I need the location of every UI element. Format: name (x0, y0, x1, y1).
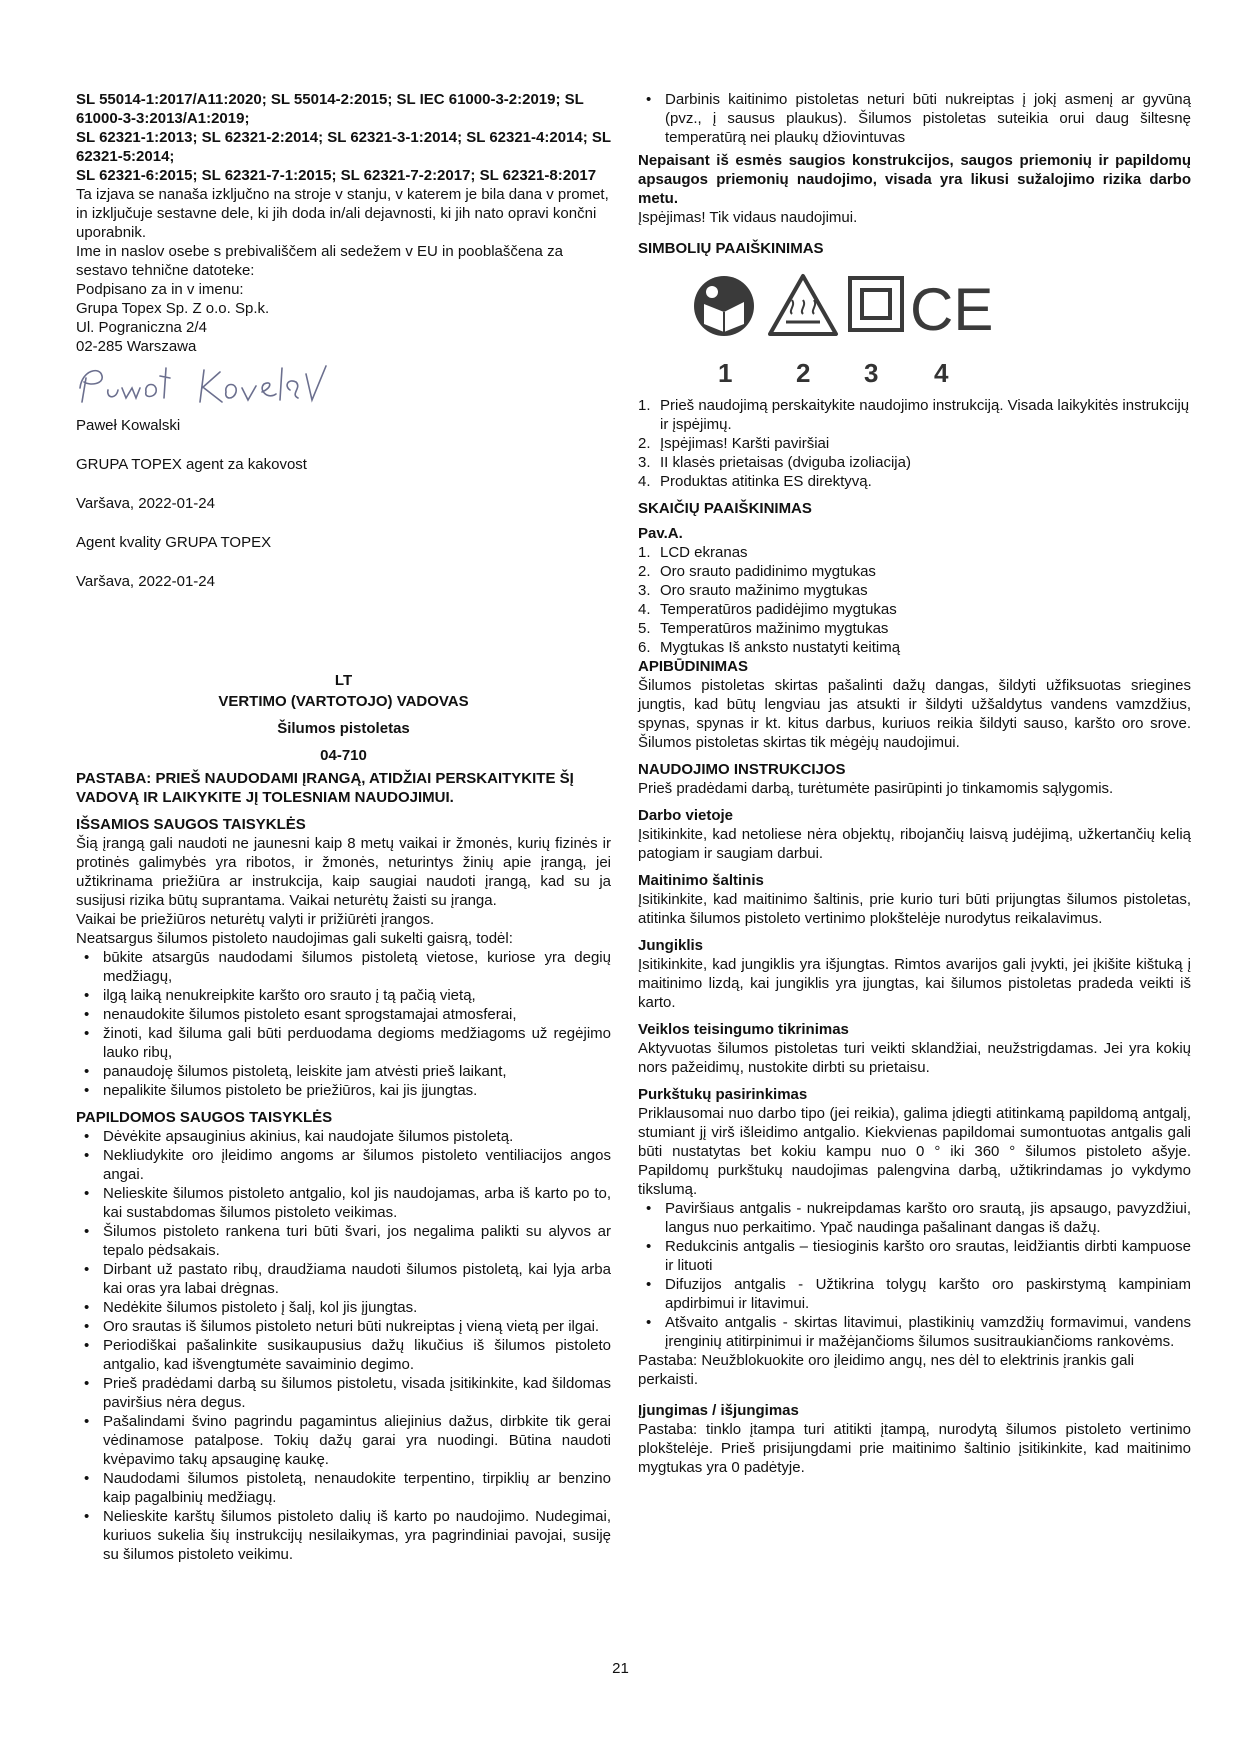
left-column (76, 90, 611, 1564)
item-number: 5. (638, 620, 651, 637)
list-item: • Prieš pradėdami darbą su šilumos pistoletu, visada įsitikinkite, kad šildomas paviršius nėra degus. (103, 1374, 611, 1412)
description-heading: APIBŪDINIMAS (638, 658, 749, 675)
address-line: Grupa Topex Sp. Z o.o. Sp.k. (76, 300, 270, 317)
date-1: Varšava, 2022-01-24 (76, 495, 215, 512)
item-text: Įspėjimas! Karšti paviršiai (660, 435, 830, 452)
manual-title: VERTIMO (VARTOTOJO) VADOVAS (218, 693, 469, 710)
list-item: • Nekliudykite oro įleidimo angoms ar šilumos pistoleto ventiliacijos angos angai. (103, 1146, 611, 1184)
list-item: • Šilumos pistoleto rankena turi būti švari, jos negalima palikti su alyvos ar tepalo pėdsakais. (103, 1222, 611, 1260)
list-item (638, 396, 1191, 434)
symbol-explanation-list (638, 396, 1191, 491)
list-item (638, 453, 1191, 472)
usage-heading: NAUDOJIMO INSTRUKCIJOS (638, 761, 846, 778)
page-number: 21 (612, 1660, 629, 1677)
additional-bullet-list (76, 1127, 611, 1564)
list-item (638, 581, 1191, 600)
item-text: Temperatūros mažinimo mygtukas (660, 620, 889, 637)
item-number: 2. (638, 435, 651, 452)
list-item (638, 434, 1191, 453)
list-item: • Periodiškai pašalinkite susikaupusius dažų likučius iš šilumos pistoleto antgalio, kad išvengtumėte savaiminio degimo. (103, 1336, 611, 1374)
signer-role: GRUPA TOPEX agent za kakovost (76, 456, 307, 473)
list-item: • nepalikite šilumos pistoleto be priežiūros, kai jis įjungtas. (103, 1081, 611, 1100)
symbol-number: 2 (796, 358, 811, 388)
list-item: • Darbinis kaitinimo pistoletas neturi būti nukreiptas į jokį asmenį ar gyvūną (pvz., į sausus plaukus). Šilumos pistoletas suteikia orui daug šiltesnę temperatūrą nei plaukų džiovintuvas (665, 90, 1191, 147)
address-line: Podpisano za in v imenu: (76, 281, 244, 298)
list-item: • panaudoję šilumos pistoletą, leiskite jam atvėsti prieš laikant, (103, 1062, 611, 1081)
address-line: Ul. Pograniczna 2/4 (76, 319, 207, 336)
safety-paragraph: Vaikai be priežiūros neturėtų valyti ir prižiūrėti įrangos. (76, 911, 435, 928)
indoor-warning: Įspėjimas! Tik vidaus naudojimui. (638, 209, 858, 226)
item-text: Prieš naudojimą perskaitykite naudojimo instrukciją. Visada laikykitės instrukcijų ir įspėjimų. (660, 397, 1190, 433)
list-item: • Dėvėkite apsauginius akinius, kai naudojate šilumos pistoletą. (103, 1127, 611, 1146)
workplace-heading: Darbo vietoje (638, 807, 734, 824)
power-heading: Maitinimo šaltinis (638, 872, 764, 889)
switch-heading: Jungiklis (638, 937, 704, 954)
right-column (638, 90, 1191, 1477)
item-text: LCD ekranas (660, 544, 748, 561)
double-insulation-icon (850, 278, 902, 330)
list-item (638, 638, 1191, 657)
additional-safety-heading: PAPILDOMOS SAUGOS TAISYKLĖS (76, 1109, 333, 1126)
list-item: • Oro srautas iš šilumos pistoleto neturi būti nukreiptas į vieną vietą per ilgai. (103, 1317, 611, 1336)
item-number: 4. (638, 601, 651, 618)
check-heading: Veiklos teisingumo tikrinimas (638, 1021, 849, 1038)
list-item: • žinoti, kad šiluma gali būti perduodama degioms medžiagoms už regėjimo lauko ribų, (103, 1024, 611, 1062)
item-text: Temperatūros padidėjimo mygtukas (660, 601, 897, 618)
list-item (638, 562, 1191, 581)
switch-text: Įsitikinkite, kad jungiklis yra išjungtas. Rimtos avarijos gali įvykti, jei įkišite kištuką į maitinimo lizdą, kai jungiklis yra įjungtas, kai šilumos pistoletas pradeda veikti iš karto. (638, 956, 1191, 1011)
list-item: • Pašalindami švino pagrindu pagamintus aliejinius dažus, dirbkite tik gerai vėdinamose patalpose. Tokių dažų garai yra nuodingi. Būtina naudoti kvėpavimo takų apsauginę kaukę. (103, 1412, 611, 1469)
address-line: 02-285 Warszawa (76, 338, 197, 355)
list-item (638, 600, 1191, 619)
item-number: 3. (638, 454, 651, 471)
signature-graphic (76, 358, 336, 408)
power-text: Įsitikinkite, kad maitinimo šaltinis, prie kurio turi būti prijungtas šilumos pistoletas, atitinka šilumos pistoleto vertinimo plokštelėje nurodytus reikalavimus. (638, 891, 1191, 927)
list-item (638, 543, 1191, 562)
nozzle-bullet-list (638, 1199, 1191, 1351)
numbers-heading: SKAIČIŲ PAAIŠKINIMAS (638, 500, 812, 517)
list-item: • ilgą laiką nenukreipkite karšto oro srauto į tą pačią vietą, (103, 986, 611, 1005)
item-number: 2. (638, 563, 651, 580)
on-off-text: Pastaba: tinklo įtampa turi atitikti įtampą, nurodytą šilumos pistoleto vertinimo plokštelėje. Prieš prisijungdami prie maitinimo šaltinio įsitikinkite, kad maitinimo mygtukas yra 0 padėtyje. (638, 1421, 1191, 1476)
nozzle-text: Priklausomai nuo darbo tipo (jei reikia), galima įdiegti atitinkamą papildomą antgalį, stumiant jį virš išleidimo antgalio. Kiekvienas papildomai sumontuotas antgalis gali būti nustatytas bet kokiu kampu nuo 0 ° iki 360 ° šilumos pistoleto ašyje. Papildomų purkštukų naudojimas palengvina darbą, užtikrindamas jo vykdymo tikslumą. (638, 1105, 1191, 1198)
standards-line-1: SL 55014-1:2017/A11:2020; SL 55014-2:2015; SL IEC 61000-3-2:2019; SL 61000-3-3:2013/A1:2019; (76, 91, 584, 127)
item-number: 4. (638, 473, 651, 490)
list-item (638, 619, 1191, 638)
symbols-heading: SIMBOLIŲ PAAIŠKINIMAS (638, 240, 824, 257)
item-text: Oro srauto mažinimo mygtukas (660, 582, 868, 599)
check-text: Aktyvuotas šilumos pistoletas turi veikti sklandžiai, neužstrigdamas. Jei yra kokių nors pažeidimų, nustokite dirbti su prietaisu. (638, 1040, 1191, 1076)
residual-risk-text: Nepaisant iš esmės saugios konstrukcijos, saugos priemonių ir papildomų apsaugos priemonių naudojimo, visada yra likusi sužalojimo rizika darbo metu. (638, 152, 1191, 207)
signer-name: Paweł Kowalski (76, 417, 181, 434)
workplace-text: Įsitikinkite, kad netoliese nėra objektų, ribojančių laisvą judėjimą, užkertančių kelią patogiam ir saugiam darbui. (638, 826, 1191, 862)
person-text: Ime in naslov osebe s prebivališčem ali sedežem v EU in pooblaščena za sestavo tehnične datoteke: (76, 243, 563, 279)
parts-list (638, 543, 1191, 657)
safety-paragraph: Šią įrangą gali naudoti ne jaunesni kaip 8 metų vaikai ir žmonės, kurių fizinės ir protinės galimybės yra ribotos, ir žmonės, neturintys žinių apie įrangą, jei užtikrinama priežiūra ar instrukcija, kaip saugiai naudoti įrangą, kad su ja susijusi rizika būtų suprantama. Vaikai neturėtų žaisti su įranga. (76, 835, 611, 909)
list-item: • Paviršiaus antgalis - nukreipdamas karšto oro srautą, jis apsaugo, pavyzdžiui, langus nuo perkaitimo. Ypač naudinga pašalinant dangas iš dažų. (665, 1199, 1191, 1237)
item-number: 1. (638, 397, 651, 414)
item-number: 1. (638, 544, 651, 561)
list-item: • būkite atsargūs naudodami šilumos pistoletą vietose, kuriose yra degių medžiagų, (103, 948, 611, 986)
list-item (638, 472, 1191, 491)
note-heading: PASTABA: PRIEŠ NAUDODAMI ĮRANGĄ, ATIDŽIAI PERSKAITYKITE ŠĮ VADOVĄ IR LAIKYKITE JĮ TOLESNIAM NAUDOJIMUI. (76, 770, 574, 806)
description-text: Šilumos pistoletas skirtas pašalinti dažų dangas, šildyti užfiksuotas sriegines jungtis, kad būtų lengviau jas atsukti ir šildyti užšaldytus vandens vamzdžius, spynas, spynas ir kt. kitus darbus, kuriuos reikia šildyti sauso, karšto oro srove. Šilumos pistoletas skirtas tik mėgėjų naudojimui. (638, 677, 1191, 751)
figure-label: Pav.A. (638, 525, 683, 542)
safety-bullet-list (76, 948, 611, 1100)
standards-line-2: SL 62321-1:2013; SL 62321-2:2014; SL 62321-3-1:2014; SL 62321-4:2014; SL 62321-5:2014; (76, 129, 611, 165)
item-text: II klasės prietaisas (dviguba izoliacija) (660, 454, 911, 471)
on-off-heading: Įjungimas / išjungimas (638, 1402, 799, 1419)
list-item: • Difuzijos antgalis - Užtikrina tolygų karšto oro paskirstymą kampiniam apdirbimui ir litavimui. (665, 1275, 1191, 1313)
agent-line: Agent kvality GRUPA TOPEX (76, 534, 272, 551)
nozzle-note: Pastaba: Neužblokuokite oro įleidimo angų, nes dėl to elektrinis įrankis gali perkaisti. (638, 1352, 1135, 1388)
list-item: • Dirbant už pastato ribų, draudžiama naudoti šilumos pistoletą, kai lyja arba kai oras yra labai drėgnas. (103, 1260, 611, 1298)
list-item: • Nedėkite šilumos pistoleto į šalį, kol jis įjungtas. (103, 1298, 611, 1317)
item-text: Oro srauto padidinimo mygtukas (660, 563, 876, 580)
hot-surface-warning-icon (770, 276, 836, 334)
nozzle-heading: Purkštukų pasirinkimas (638, 1086, 808, 1103)
list-item: • Nelieskite karštų šilumos pistoleto dalių iš karto po naudojimo. Nudegimai, kuriuos sukelia šių instrukcijų nesilaikymas, yra pagrindiniai pavojai, susiję su šilumos pistoleto veikimu. (103, 1507, 611, 1564)
ce-mark-icon: CE (910, 276, 994, 343)
read-manual-icon (694, 276, 754, 336)
list-item: • Naudodami šilumos pistoletą, nenaudokite terpentino, tirpiklių ar benzino kaip pagalbinių medžiagų. (103, 1469, 611, 1507)
item-number: 3. (638, 582, 651, 599)
usage-text: Prieš pradėdami darbą, turėtumėte pasirūpinti jo tinkamomis sąlygomis. (638, 780, 1114, 797)
language-code: LT (334, 672, 353, 689)
item-text: Produktas atitinka ES direktyvą. (660, 473, 872, 490)
list-item: • Redukcinis antgalis – tiesioginis karšto oro srautas, leidžiantis dirbti kampuose ir lituoti (665, 1237, 1191, 1275)
safety-heading: IŠSAMIOS SAUGOS TAISYKLĖS (76, 816, 306, 833)
symbols-figure (638, 270, 1191, 388)
symbol-number: 3 (864, 358, 879, 388)
list-item: • nenaudokite šilumos pistoleto esant sprogstamajai atmosferai, (103, 1005, 611, 1024)
model-number: 04-710 (320, 747, 367, 764)
product-name: Šilumos pistoletas (277, 720, 410, 737)
safety-paragraph: Neatsargus šilumos pistoleto naudojimas gali sukelti gaisrą, todėl: (76, 930, 513, 947)
item-number: 6. (638, 639, 651, 656)
list-item: • Atšvaito antgalis - skirtas litavimui, plastikinių vamzdžių formavimui, vandens įrenginių atitirpinimui ir mažėjančioms šilumos susitraukiančioms rankovėms. (665, 1313, 1191, 1351)
top-bullet-list (638, 90, 1191, 147)
date-2: Varšava, 2022-01-24 (76, 573, 215, 590)
item-text: Mygtukas Iš anksto nustatyti keitimą (660, 639, 901, 656)
symbols-graphic (638, 270, 1191, 388)
symbol-number: 4 (934, 358, 949, 388)
list-item: • Nelieskite šilumos pistoleto antgalio, kol jis naudojamas, arba iš karto po to, kai sustabdomas šilumos pistoleto veikimas. (103, 1184, 611, 1222)
standards-line-3: SL 62321-6:2015; SL 62321-7-1:2015; SL 62321-7-2:2017; SL 62321-8:2017 (76, 167, 597, 184)
symbol-number: 1 (718, 358, 733, 388)
declaration-text: Ta izjava se nanaša izključno na stroje v stanju, v katerem je bila dana v promet, in izključuje sestavne dele, ki jih doda in/ali dejavnosti, ki jih nato opravi končni uporabnik. (76, 186, 609, 241)
handwritten-signature (76, 358, 611, 408)
